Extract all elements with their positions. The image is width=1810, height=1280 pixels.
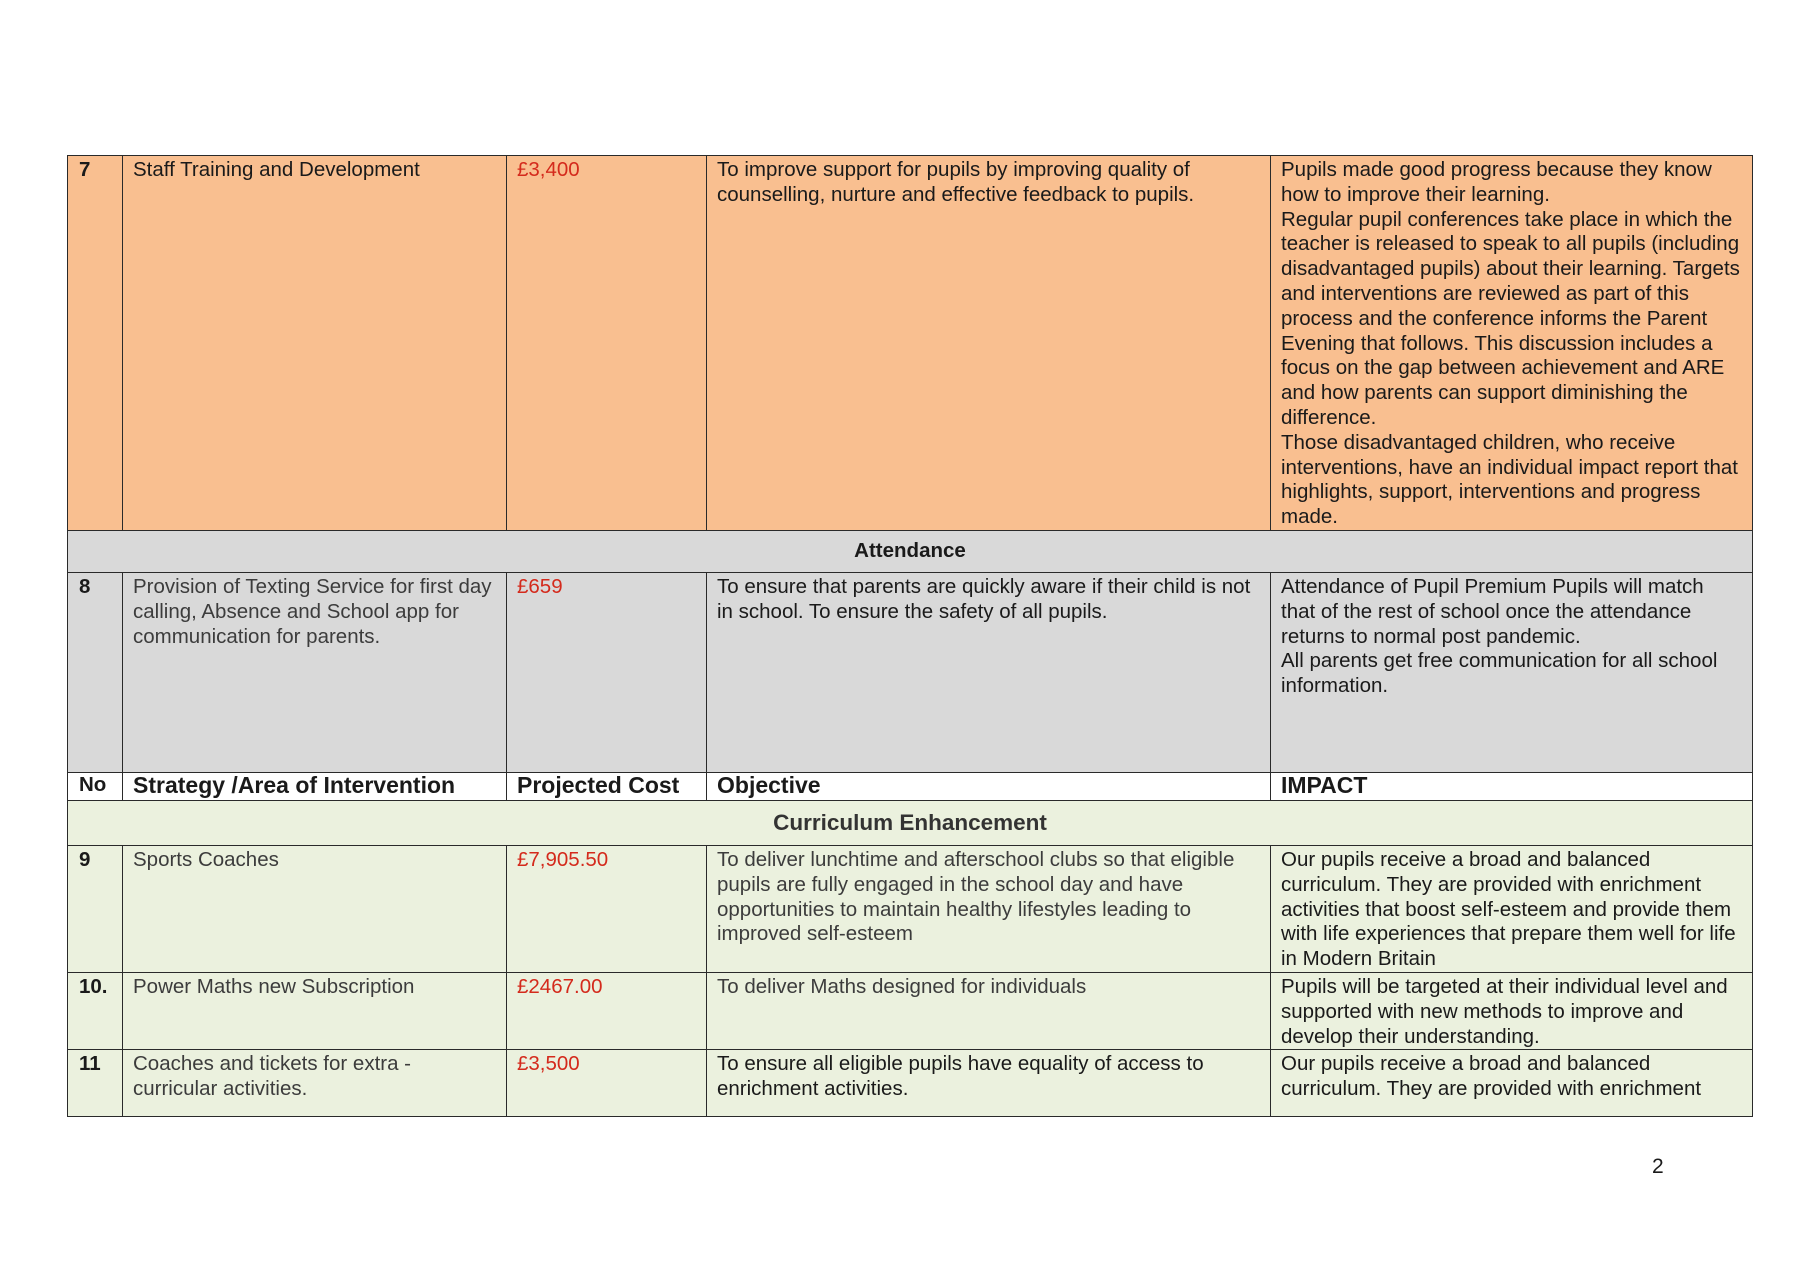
table-row-11 <box>68 1050 1753 1117</box>
row-number: 8 <box>68 572 123 772</box>
table-row-7 <box>68 156 1753 531</box>
pupil-premium-table <box>67 155 1753 1117</box>
page-number: 2 <box>1652 1155 1664 1178</box>
cost-cell: £3,400 <box>507 156 707 531</box>
row-number: 10. <box>68 972 123 1049</box>
column-header-row <box>68 772 1753 800</box>
objective-cell: To deliver lunchtime and afterschool clubs so that eligible pupils are fully engaged in the school day and have opportunities to maintain healthy lifestyles leading to improved self-esteem <box>707 845 1271 972</box>
strategy-cell: Power Maths new Subscription <box>123 972 507 1049</box>
row-number: 7 <box>68 156 123 531</box>
objective-cell: To improve support for pupils by improving quality of counselling, nurture and effective feedback to pupils. <box>707 156 1271 531</box>
header-cost: Projected Cost <box>507 772 707 800</box>
strategy-cell: Provision of Texting Service for first day calling, Absence and School app for communication for parents. <box>123 572 507 772</box>
header-impact: IMPACT <box>1271 772 1753 800</box>
impact-cell <box>1271 572 1753 772</box>
impact-cell: Our pupils receive a broad and balanced curriculum. They are provided with enrichment activities that boost self-esteem and provide them with life experiences that prepare them well for life in Modern Britain <box>1271 845 1753 972</box>
strategy-cell: Sports Coaches <box>123 845 507 972</box>
objective-cell: To deliver Maths designed for individuals <box>707 972 1271 1049</box>
table-row-8 <box>68 572 1753 772</box>
impact-cell: Pupils will be targeted at their individual level and supported with new methods to improve and develop their understanding. <box>1271 972 1753 1049</box>
impact-line: All parents get free communication for all school information. <box>1281 649 1718 698</box>
cost-cell: £659 <box>507 572 707 772</box>
header-no: No <box>68 772 123 800</box>
header-strategy: Strategy /Area of Intervention <box>123 772 507 800</box>
impact-line: Regular pupil conferences take place in which the teacher is released to speak to all pupils (including disadvantaged pupils) about their learning. Targets and interventions are reviewed as part of this process and the conference informs the Parent Evening that follows. This discussion includes a focus on the gap between achievement and ARE and how parents can support diminishing the difference. <box>1281 207 1740 429</box>
cost-cell: £2467.00 <box>507 972 707 1049</box>
section-row-attendance <box>68 530 1753 572</box>
impact-cell: Our pupils receive a broad and balanced curriculum. They are provided with enrichment <box>1271 1050 1753 1117</box>
table-row-9 <box>68 845 1753 972</box>
table-row-10 <box>68 972 1753 1049</box>
impact-cell <box>1271 156 1753 531</box>
cost-cell: £3,500 <box>507 1050 707 1117</box>
section-title: Attendance <box>68 530 1753 572</box>
section-title: Curriculum Enhancement <box>68 800 1753 845</box>
impact-line: Pupils made good progress because they know how to improve their learning. <box>1281 158 1712 206</box>
strategy-cell: Coaches and tickets for extra - curricular activities. <box>123 1050 507 1117</box>
row-number: 9 <box>68 845 123 972</box>
objective-cell: To ensure that parents are quickly aware if their child is not in school. To ensure the safety of all pupils. <box>707 572 1271 772</box>
objective-cell: To ensure all eligible pupils have equality of access to enrichment activities. <box>707 1050 1271 1117</box>
impact-line: Attendance of Pupil Premium Pupils will match that of the rest of school once the attendance returns to normal post pandemic. <box>1281 574 1704 648</box>
strategy-cell: Staff Training and Development <box>123 156 507 531</box>
section-row-curriculum <box>68 800 1753 845</box>
row-number: 11 <box>68 1050 123 1117</box>
header-objective: Objective <box>707 772 1271 800</box>
impact-line: Those disadvantaged children, who receive interventions, have an individual impact report that highlights, support, interventions and progress made. <box>1281 430 1738 529</box>
cost-cell: £7,905.50 <box>507 845 707 972</box>
